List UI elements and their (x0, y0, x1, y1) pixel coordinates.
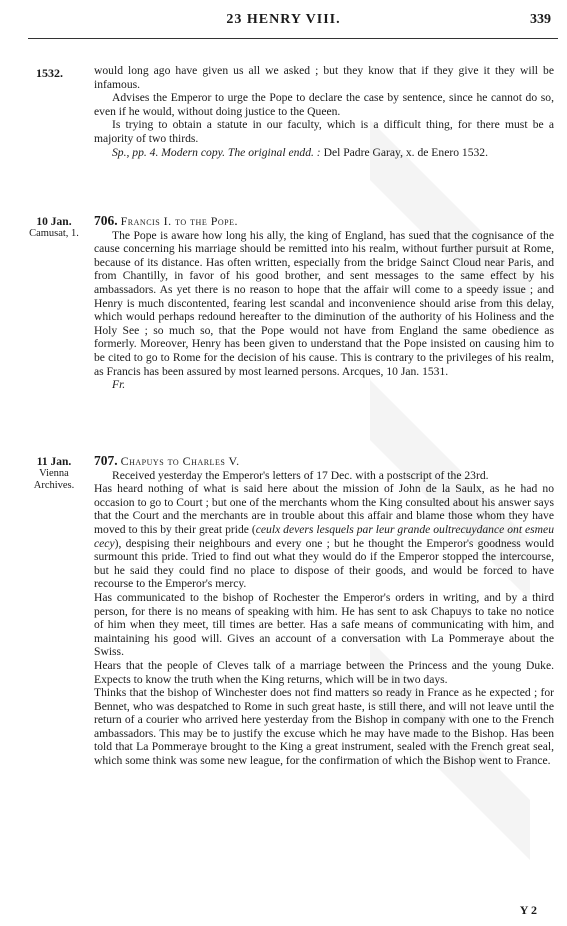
entry-706 (94, 214, 554, 392)
entry-706-lang: Fr. (112, 378, 126, 392)
entry-706-heading (94, 214, 554, 229)
intro-section (94, 64, 554, 159)
source-prefix: Sp., pp. 4. Modern copy. The original endd. : (112, 145, 321, 159)
entry-707-french-quote: ceulx devers lesquels par leur grande oultrecuydance ont esmeu cecy (94, 522, 554, 550)
entry-707-p2a: Has heard nothing of what is said here about the mission of John de la Saulx, as he had no occasion to go to Court ; but one of the merchants whom the King consulted about his answer says that the Court and the merchants are in trouble about this affair and blame those whom they have moved to this by their great pride ( (94, 482, 554, 536)
year-margin: 1532. (36, 66, 63, 80)
signature-mark: Y 2 (519, 903, 537, 917)
intro-source (94, 146, 554, 160)
entry-707-paragraph-1: Received yesterday the Emperor's letters of 17 Dec. with a postscript of the 23rd. (112, 468, 489, 482)
entry-707-paragraph-4: Hears that the people of Cleves talk of a marriage between the Princess and the young Duke. Expects to know the truth when the King returns, which will be in two days. (94, 658, 554, 686)
source-suffix: Del Padre Garay, x. de Enero 1532. (323, 145, 488, 159)
entry-707-margin (18, 456, 90, 492)
entry-707-ref-2: Archives. (33, 480, 75, 491)
entry-707-paragraph-5: Thinks that the bishop of Winchester does not find matters so ready in France as he expected ; for Bennet, who was despatched to Rome in such great haste, is still there, and will not leave until the return of a courier who arrived here yesterday from the Bishop in company with one to the French ambassadors. This may be to justify the excuse which he may have made to the Bishop. Has been told that La Pommeraye brought to the King a great instrument, sealed with the French great seal, which some think was some new league, for the confirmation of which the Bishop went to France. (94, 686, 554, 768)
running-header (0, 12, 567, 32)
entry-706-title: Francis I. to the Pope. (120, 214, 238, 228)
page-number: 339 (530, 12, 551, 27)
entry-706-ref: Camusat, 1. (29, 228, 79, 239)
entry-707-p2b: ), despising their neighbours and every one ; but he thought the Emperor's goodness would surmount this pride. Tried to find out what they would do if the Emperor stopped the intercourse, but he said they could find no place to dispose of their goods, and would be forced to have recourse to the Emperor's mercy. (94, 536, 554, 591)
entry-707-date: 11 Jan. (36, 456, 72, 468)
entry-707 (94, 454, 554, 768)
intro-paragraph-2: Advises the Emperor to urge the Pope to declare the case by sentence, since he cannot do so, even if he would, without doing justice to the Queen. (94, 91, 554, 118)
entry-707-heading (94, 454, 554, 469)
intro-paragraph-3: Is trying to obtain a statute in our faculty, which is a difficult thing, for there must be a majority of two thirds. (94, 118, 554, 145)
entry-707-title: Chapuys to Charles V. (120, 454, 240, 468)
header-rule (28, 38, 558, 39)
running-title: 23 HENRY VIII. (226, 12, 341, 27)
entry-707-paragraph-2 (94, 482, 554, 591)
entry-706-text: The Pope is aware how long his ally, the king of England, has sued that the cognisance of the cause concerning his marriage should be remitted into his realm, without further pursuit at Rome, because of its distance. Has often written, especially from the bridge Sainct Cloud near Paris, and from Chantilly, in favor of his good brother, and sent messages to the same effect by his ambassadors. As yet there is no reason to hope that the affair will come to a speedy issue ; and Henry is much discontented, fearing lest scandal and inconvenience should arise from this delay, which would perhaps redound hereafter to the diminution of the authority of his Holiness and the Holy See ; so much so, that the Pope would not have from England the same obedience as formerly. Moreover, Henry has been given to understand that the Pope insisted on causing him to be cited to go to Rome for the decision of his cause. This is contrary to the privileges of his realm, as Francis has been assured by most learned persons. Arcques, 10 Jan. 1531. (94, 228, 554, 378)
entry-706-date: 10 Jan. (36, 216, 72, 228)
entry-707-ref-1: Vienna (39, 468, 69, 479)
intro-paragraph-1: would long ago have given us all we asked ; but they know that if they give it they will be infamous. (94, 64, 554, 91)
entry-706-number: 706. (94, 213, 118, 228)
entry-707-paragraph-3: Has communicated to the bishop of Rochester the Emperor's orders in writing, and by a third person, for there is no means of speaking with him. He has sent to ask Chapuys to take no notice of him when they meet, till times are better. Has a safe means of communicating with him, and maintaining his good will. Gives an account of a conversation with La Pommeraye about the Swiss. (94, 590, 554, 659)
entry-706-margin (18, 216, 90, 240)
entry-707-number: 707. (94, 453, 118, 468)
